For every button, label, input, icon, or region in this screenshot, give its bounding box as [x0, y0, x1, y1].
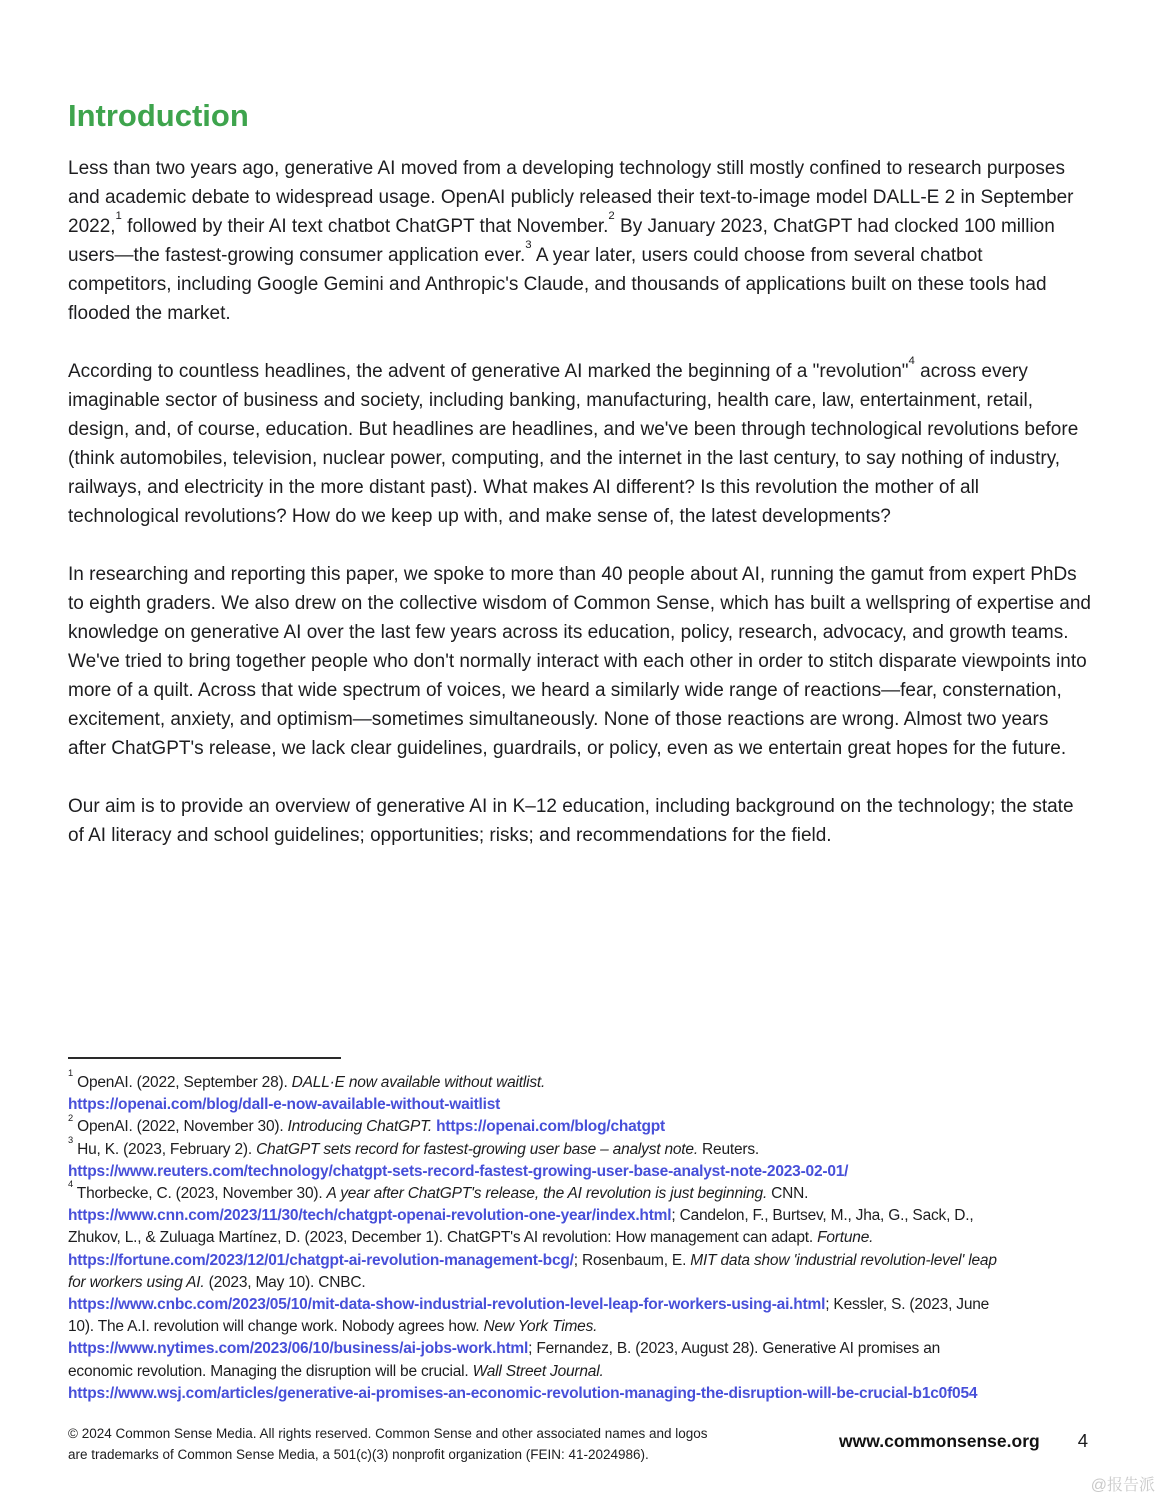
footnote-reference: 3	[68, 1134, 73, 1145]
text-run: Zhukov, L., & Zuluaga Martínez, D. (2023, December 1). ChatGPT's AI revolution: How management can adapt.	[68, 1229, 818, 1247]
text-run: Thorbecke, C. (2023, November 30).	[72, 1185, 327, 1203]
text-run: 10). The A.I. revolution will change work. Nobody agrees how.	[68, 1318, 484, 1336]
italic-text: ChatGPT sets record for fastest-growing user base – analyst note.	[256, 1140, 698, 1158]
footer-right	[839, 1430, 1088, 1452]
text-run: Our aim is to provide an overview of generative AI in K–12 education, including background on the technology; the state of AI literacy and school guidelines; opportunities; risks; and recommendations for the field.	[68, 796, 1074, 847]
text-run: OpenAI. (2022, November 30).	[72, 1118, 288, 1136]
text-run: ; Kessler, S. (2023, June	[825, 1296, 990, 1314]
footnote-link[interactable]: https://fortune.com/2023/12/01/chatgpt-ai-revolution-management-bcg/	[68, 1251, 574, 1269]
text-run: ; Candelon, F., Burtsev, M., Jha, G., Sack, D.,	[671, 1207, 974, 1225]
footnote-reference: 2	[68, 1112, 73, 1123]
text-run: A year later, users could choose from several chatbot competitors, including Google Gemini and Anthropic's Claude, and thousands of applications built on these tools had flooded the market.	[68, 245, 1047, 325]
text-run: OpenAI. (2022, September 28).	[72, 1074, 292, 1091]
italic-text: for workers using AI.	[68, 1273, 205, 1291]
footnote-link[interactable]: https://www.wsj.com/articles/generative-ai-promises-an-economic-revolution-managing-the-disruption-will-be-crucial-b1c0f054	[68, 1384, 978, 1402]
italic-text: Introducing ChatGPT.	[287, 1118, 433, 1136]
text-run: Reuters.	[697, 1140, 760, 1158]
footnote-link[interactable]: https://openai.com/blog/dall-e-now-available-without-waitlist	[68, 1096, 501, 1114]
footnote-link[interactable]: https://www.nytimes.com/2023/06/10/business/ai-jobs-work.html	[68, 1340, 529, 1358]
watermark: @报告派	[1090, 1477, 1155, 1494]
text-run: economic revolution. Managing the disruption will be crucial.	[68, 1362, 473, 1380]
footnote-reference: 4	[68, 1179, 73, 1190]
italic-text: Wall Street Journal.	[472, 1362, 604, 1380]
italic-text: DALL·E now available without waitlist.	[291, 1074, 546, 1091]
footnote-line	[68, 1227, 1091, 1249]
page-number: 4	[1077, 1430, 1088, 1451]
italic-text: Fortune.	[817, 1229, 874, 1247]
footnote-line	[68, 1161, 1091, 1183]
footnote-reference: 2	[608, 210, 615, 223]
paragraph	[68, 560, 1091, 763]
footnote-line	[68, 1112, 1091, 1138]
page-title: Introduction	[68, 98, 249, 133]
footnote-link[interactable]: https://www.cnn.com/2023/11/30/tech/chatgpt-openai-revolution-one-year/index.html	[68, 1207, 672, 1225]
footnote-link[interactable]: https://openai.com/blog/chatgpt	[436, 1118, 666, 1136]
footnote-line	[68, 1179, 1091, 1205]
footnote-line	[68, 1068, 1091, 1094]
copyright-line-2: are trademarks of Common Sense Media, a 501(c)(3) nonprofit organization (FEIN: 41-2024986).	[68, 1447, 649, 1462]
footer-website: www.commonsense.org	[839, 1431, 1040, 1451]
footnote-divider	[68, 1057, 341, 1059]
text-run: ; Fernandez, B. (2023, August 28). Generative AI promises an	[528, 1340, 941, 1358]
footnote-line	[68, 1205, 1091, 1227]
footnote-line	[68, 1134, 1091, 1161]
text-run: Hu, K. (2023, February 2).	[72, 1140, 257, 1158]
footnote-reference: 1	[68, 1068, 73, 1079]
footnote-line	[68, 1316, 1091, 1338]
text-run: According to countless headlines, the advent of generative AI marked the beginning of a "revolution"	[68, 361, 909, 383]
footer-copyright	[68, 1423, 728, 1465]
text-run: followed by their AI text chatbot ChatGPT that November.	[121, 216, 609, 238]
footnote-reference: 3	[525, 239, 532, 252]
footnote-lines	[68, 1068, 1091, 1405]
footnote-reference: 4	[908, 355, 915, 368]
footnote-link[interactable]: https://www.reuters.com/technology/chatgpt-sets-record-fastest-growing-user-base-analyst-note-2023-02-01/	[68, 1162, 849, 1180]
text-run: By January 2023, ChatGPT had clocked 100 million users—the fastest-growing consumer application ever.	[68, 216, 1055, 267]
italic-text: A year after ChatGPT's release, the AI revolution is just beginning.	[326, 1185, 768, 1203]
text-run: Less than two years ago, generative AI moved from a developing technology still mostly confined to research purposes and academic debate to widespread usage. OpenAI publicly released their text-to-image model DALL-E 2 in September 2022,	[68, 158, 1074, 238]
italic-text: MIT data show 'industrial revolution-level' leap	[690, 1251, 997, 1269]
text-run: ; Rosenbaum, E.	[573, 1251, 691, 1269]
footnote-line	[68, 1094, 1091, 1116]
text-run: across every imaginable sector of business and society, including banking, manufacturing, health care, law, entertainment, retail, design, and, of course, education. But headlines are headlines, and we've been through technological revolutions before (think automobiles, television, nuclear power, computing, and the internet in the last century, to say nothing of industry, railways, and electricity in the more distant past). What makes AI different? Is this revolution the mother of all technological revolutions? How do we keep up with, and make sense of, the latest developments?	[68, 361, 1079, 528]
paragraph	[68, 154, 1091, 328]
page-content	[68, 97, 1091, 879]
text-run: (2023, May 10). CNBC.	[204, 1273, 366, 1291]
footnote-link[interactable]: https://www.cnbc.com/2023/05/10/mit-data-show-industrial-revolution-level-leap-for-workers-using-ai.html	[68, 1296, 826, 1314]
footnote-line	[68, 1361, 1091, 1383]
footnote-reference: 1	[115, 210, 122, 223]
italic-text: New York Times.	[483, 1318, 598, 1336]
text-run: In researching and reporting this paper, we spoke to more than 40 people about AI, running the gamut from expert PhDs to eighth graders. We also drew on the collective wisdom of Common Sense, which has built a wellspring of expertise and knowledge on generative AI over the last few years across its education, policy, research, advocacy, and growth teams. We've tried to bring together people who don't normally interact with each other in order to stitch disparate viewpoints into more of a quilt. Across that wide spectrum of voices, we heard a similarly wide range of reactions—fear, consternation, excitement, anxiety, and optimism—sometimes simultaneously. None of those reactions are wrong. Almost two years after ChatGPT's release, we lack clear guidelines, guardrails, or policy, even as we entertain great hopes for the future.	[68, 564, 1092, 760]
footnote-line	[68, 1338, 1091, 1360]
copyright-line-1: © 2024 Common Sense Media. All rights reserved. Common Sense and other associated names and logos	[68, 1426, 708, 1441]
paragraph	[68, 357, 1091, 531]
footnote-line	[68, 1383, 1091, 1405]
paragraph	[68, 792, 1091, 850]
text-run: CNN.	[767, 1185, 809, 1203]
body-paragraphs	[68, 154, 1091, 850]
footnote-line	[68, 1250, 1091, 1272]
footnote-line	[68, 1272, 1091, 1294]
footnote-line	[68, 1294, 1091, 1316]
footnotes-section	[68, 1057, 1091, 1405]
